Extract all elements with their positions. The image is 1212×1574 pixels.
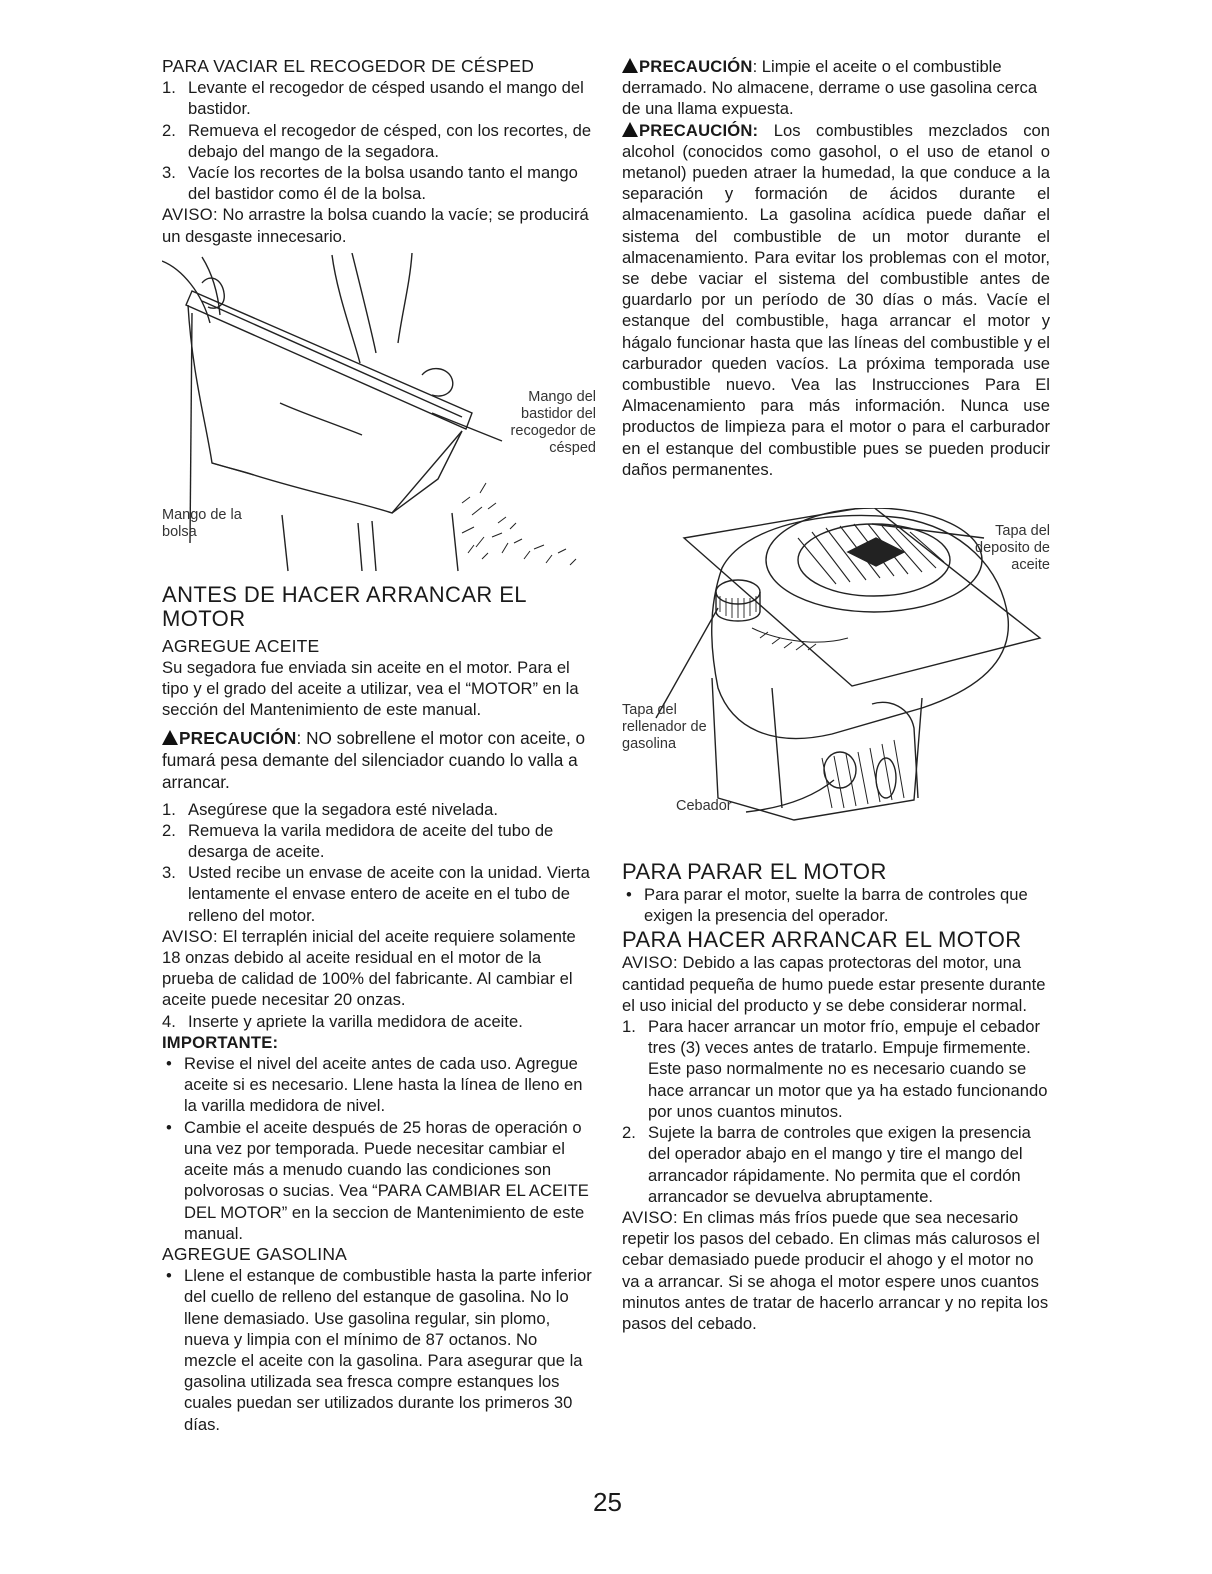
list-item: 2. Sujete la barra de controles que exigen la presencia del operador abajo en el mango y tire el mango del arrancador rápidamente. No permita que el cordón arrancador se devuelva abruptamente. <box>622 1123 1031 1206</box>
left-column <box>162 56 596 1435</box>
label-bag-handle: Mango de la bolsa <box>162 506 242 540</box>
warning-triangle-icon <box>622 58 638 73</box>
list-item: • Para parar el motor, suelte la barra de controles que exigen la presencia del operador. <box>626 885 1028 926</box>
list-item: 4. Inserte y apriete la varilla medidora de aceite. <box>162 1011 523 1031</box>
list-item: 1. Levante el recogedor de césped usando el mango del bastidor. <box>162 78 584 119</box>
caution-paragraph: PRECAUCIÓN: Limpie el aceite o el combustible derramado. No almacene, derrame o use gasolina cerca de una llama expuesta. <box>622 57 1038 119</box>
list-item: 3. Usted recibe un envase de aceite con la unidad. Vierta lentamente el envase entero de aceite en el tubo de relleno del motor. <box>162 863 590 925</box>
right-column <box>622 56 1050 1334</box>
engine-figure <box>622 508 1050 860</box>
important-label: IMPORTANTE: <box>162 1032 279 1052</box>
add-oil-paragraph: Su segadora fue enviada sin aceite en el motor. Para el tipo y el grado del aceite a utilizar, vea el “MOTOR” en la sección del Mantenimiento de este manual. <box>162 658 579 720</box>
list-item: • Cambie el aceite después de 25 horas de operación o una vez por temporada. Puede necesitar cambiar el aceite más a menudo cuando las condiciones son polvorosas o sucias. Vea “PARA CAMBIAR EL ACEITE DEL MOTOR” en la seccion de Mantenimiento de este manual. <box>166 1117 589 1243</box>
grass-catcher-figure <box>162 253 596 575</box>
warning-triangle-icon <box>162 730 178 745</box>
add-oil-steps <box>162 799 592 926</box>
notice-paragraph: AVISO: No arrastre la bolsa cuando la vacíe; se producirá un desgaste innecesario. <box>162 205 589 246</box>
section-title-start-engine: PARA HACER ARRANCAR EL MOTOR <box>622 927 1022 953</box>
list-item: 2. Remueva la varila medidora de aceite del tubo de desarga de aceite. <box>162 820 554 862</box>
section-title-empty-catcher: PARA VACIAR EL RECOGEDOR DE CÉSPED <box>162 56 535 76</box>
notice-paragraph: AVISO: En climas más fríos puede que sea necesario repetir los pasos del cebado. En climas más calurosos el cebar demasiado puede producir el ahogo y el motor no va a arrancar. Si se ahoga el motor espere unos cuantos minutos antes de tratar de hacerlo arrancar y no repita los pasos del cebado. <box>622 1207 1049 1333</box>
subsection-add-oil: AGREGUE ACEITE <box>162 635 320 656</box>
caution-paragraph: PRECAUCIÓN: Los combustibles mezclados con alcohol (conocidos como gasohol, o el uso de etanol o metanol) pueden atraer la humedad, la que conduce a la separación y formación de ácidos durante el almacenamiento. La gasolina acídica puede dañar el sistema del combustible de un motor durante el almacenamiento. Para evitar los problemas con el motor, se debe vaciar el sistema del combustible antes de guardarlo por un período de 30 días o más. Vacíe el estanque del combustible, haga arrancar el motor y hágalo funcionar hasta que las líneas del combustible y el carburador queden vacíos. La próxima temporada use combustible nuevo. Vea las Instrucciones Para El Almacenamiento para más información. Nunca use productos de limpieza para el motor o para el carburador en el estanque del combustible pues se pueden producir daños permanentes. <box>622 120 1050 479</box>
label-oil-cap: Tapa del deposito de aceite <box>975 523 1050 574</box>
warning-triangle-icon <box>622 122 638 137</box>
list-item: • Revise el nivel del aceite antes de cada uso. Agregue aceite si es necesario. Llene hasta la línea de lleno en la varilla medidora de nivel. <box>166 1054 583 1116</box>
label-fuel-cap: Tapa del rellenador de gasolina <box>622 702 707 753</box>
notice-paragraph: AVISO: El terraplén inicial del aceite requiere solamente 18 onzas debido al aceite residual en el motor de la prueba de calidad de 100% del fabricante. Al cambiar el aceite puede necesitar 20 onzas. <box>162 926 576 1010</box>
section-title-stop-engine: PARA PARAR EL MOTOR <box>622 859 887 885</box>
subsection-add-gasoline: AGREGUE GASOLINA <box>162 1243 348 1264</box>
list-item: 1. Para hacer arrancar un motor frío, empuje el cebador tres (3) veces antes de tratarlo. Empuje firmemente. Este paso normalmente no es necesario cuando se hace arrancar un motor que ya ha estado funcionando por unos cuantos minutos. <box>622 1017 1048 1121</box>
section-title-before-start: ANTES DE HACER ARRANCAR EL MOTOR <box>162 581 527 631</box>
list-item: 1. Asegúrese que la segadora esté nivelada. <box>162 799 498 819</box>
caution-paragraph: PRECAUCIÓN: NO sobrellene el motor con aceite, o fumará pesa demante del silenciador cuando lo valla a arrancar. <box>162 727 586 792</box>
notice-paragraph: AVISO: Debido a las capas protectoras del motor, una cantidad pequeña de humo puede estar presente durante el uso inicial del producto y se debe considerar normal. <box>622 953 1046 1015</box>
page-number: 25 <box>593 1487 622 1517</box>
list-item: • Llene el estanque de combustible hasta la parte inferior del cuello de relleno del estanque de gasolina. No lo llene demasiado. Use gasolina regular, sin plomo, nueva y limpia con el mínimo de 87 octanos. No mezcle el aceite con la gasolina. Para asegurar que la gasolina utilizada sea fresca compre estanques los cuales puedan ser utilizados durante los primeros 30 días. <box>166 1266 592 1434</box>
label-catcher-frame-handle: Mango del bastidor del recogedor de césped <box>510 388 596 456</box>
label-primer: Cebador <box>676 798 732 815</box>
empty-catcher-steps <box>162 77 592 204</box>
list-item: 2. Remueva el recogedor de césped, con los recortes, de debajo del mango de la segadora. <box>162 120 592 161</box>
list-item: 3. Vacíe los recortes de la bolsa usando tanto el mango del bastidor como él de la bolsa. <box>162 163 578 204</box>
